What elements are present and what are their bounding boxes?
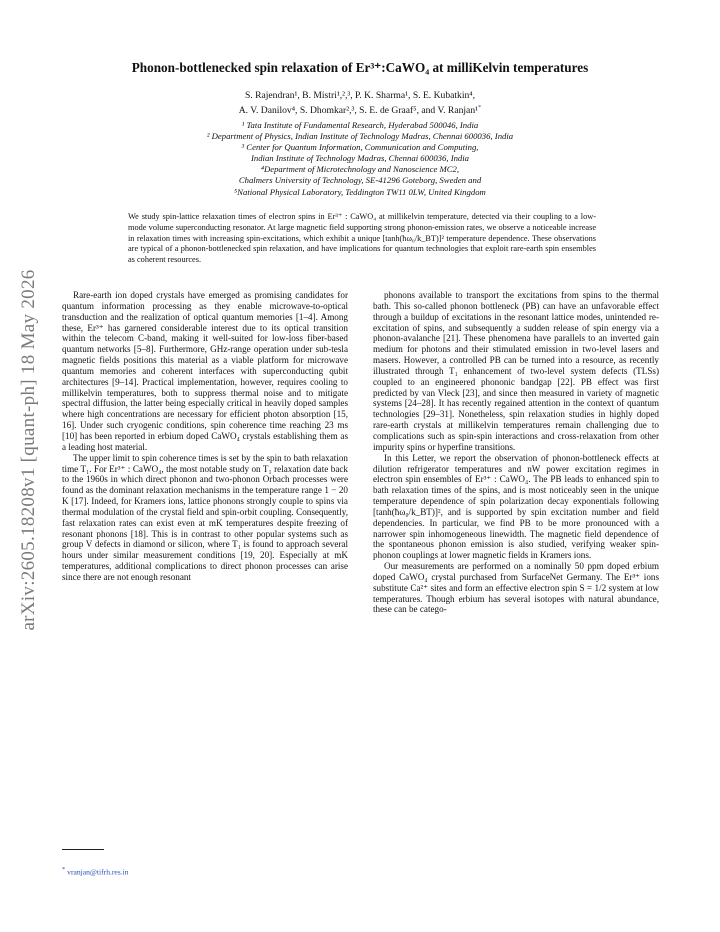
affiliation-line: ² Department of Physics, Indian Institute of Technology Madras, Chennai 600036, India [206,131,514,142]
affiliation-list [60,120,660,198]
email-link[interactable]: vranjan@tifrh.res.in [67,867,129,877]
body-paragraph: Rare-earth ion doped crystals have emerged as promising candidates for quantum information processing as they enable microwave-to-optical transduction and the realization of optical quantum memories [1–4]. Among these, Er³⁺ has garnered considerable interest due to its optical transition within the telecom C-band, making it well-suited for low-loss fiber-based quantum networks [5–8]. Furthermore, GHz-range operation under sub-tesla magnetic fields positions this material as a viable platform for microwave quantum memories and coherent interfaces with superconducting qubit architectures [9–14]. Practical implementation, however, requires cooling to millikelvin temperatures, both to suppress thermal noise and to mitigate spectral diffusion, the latter being especially critical in heavily doped samples where high concentrations are necessary for efficient photon absorption [15, 16]. Under such cryogenic conditions, spin coherence time reaching 23 ms [10] has been reported in erbium doped CaWO₄ crystals establishing them as a leading host material. [62,290,348,452]
body-paragraph: The upper limit to spin coherence times is set by the spin to bath relaxation time T₁. For Er³⁺ : CaWO₄, the most notable study on T₁ relaxation date back to the 1960s in which direct phonon and two-phonon Orbach processes were found as the dominant relaxation mechanisms in the temperature range 1 − 20 K [17]. Indeed, for Kramers ions, lattice phonons strongly couple to spins via thermal modulation of the crystal field and spin-orbit coupling. Consequently, fast relaxation rates can exist even at mK temperatures despite freezing of resonant phonons [18]. This is in contrast to other popular systems such as group V defects in diamond or silicon, where T₁ is found to approach several hours under similar measurement conditions [19, 20]. Especially at mK temperatures, additional complications to direct phonon processes can arise since there are not enough resonant [62,452,348,582]
author-line-2-text: A. V. Danilov⁴, S. Dhomkar²,³, S. E. de Graaf⁵, and V. Ranjan¹ [238,105,478,117]
footnote-mark: * [62,866,66,873]
affiliation-line: ⁵National Physical Laboratory, Teddington TW11 0LW, United Kingdom [234,186,486,197]
affiliation-line: Indian Institute of Technology Madras, Chennai 600036, India [250,153,470,164]
affiliation-line: Chalmers University of Technology, SE-41296 Goteborg, Sweden and [238,175,482,186]
body-paragraph: In this Letter, we report the observation of phonon-bottleneck effects at dilution refrigerator temperatures and nW power excitation regimes in electron spin ensembles of Er³⁺ : CaWO₄. The PB leads to enhanced spin to bath relaxation times of the spins, and is most noticeably seen in the unique temperature dependence of spin polarization decay exponentials following [tanh(ħω₀/k_BT)]², and is supported by spin excitation number and field dependencies. In particular, we find PB to be more pronounced with a narrower spin inhomogeneous linewidth. The magnetic field dependence of the spontaneous phonon emission is also studied, verifying weaker spin-phonon couplings at lower magnetic fields in Kramers ions. [373,452,659,561]
footnote-divider [62,849,104,850]
arxiv-identifier[interactable]: arXiv:2605.18208v1 [quant-ph] 18 May 2026 [18,269,39,631]
paper-title: Phonon-bottlenecked spin relaxation of Er³⁺:CaWO₄ at milliKelvin temperatures [131,60,589,75]
abstract: We study spin-lattice relaxation times of electron spins in Er³⁺ : CaWO₄ at millikelvin temperature, detected via their coupling to a low-mode volume superconducting resonator. At large magnetic field supporting strong phonon-emission rates, we observe a noticeable increase in relaxation times with increasing spin-excitations, which exhibit a unique [tanh(ħω₀/k_BT)]² temperature dependence. These observations are typical of a phonon-bottlenecked spin relaxation, and have implications for quantum technologies that exploit rare-earth spin ensembles as coherent resources. [128,212,596,265]
affiliation-line: ¹ Tata Institute of Fundamental Research, Hyderabad 500046, India [241,120,479,130]
affiliation-line: ⁴Department of Microtechnology and Nanoscience MC2, [260,164,460,175]
body-paragraph: Our measurements are performed on a nominally 50 ppm doped erbium doped CaWO₄ crystal purchased from SurfaceNet Germany. The Er³⁺ ions substitute Ca²⁺ sites and form an effective electron spin S = 1/2 system at low temperatures. Though erbium has several isotopes with natural abundance, these can be catego- [373,561,659,615]
author-line-1: S. Rajendran¹, B. Mistri¹,²,³, P. K. Sharma¹, S. E. Kubatkin⁴, [244,90,476,101]
affiliation-line: ³ Center for Quantum Information, Communication and Computing, [241,142,479,153]
author-line-2 [60,102,660,117]
footnote [62,866,129,877]
arxiv-sidebar [14,240,44,660]
right-column [373,290,659,615]
corresponding-author-mark[interactable]: * [478,104,482,111]
author-list [60,90,660,117]
body-paragraph: phonons available to transport the excitations from spins to the thermal bath. This so-called phonon bottleneck (PB) can have an unfavorable effect through a buildup of excitations in the resonant lattice modes, unintended re-excitation of spins, and subsequently a sudden release of spin energy via a phonon-avalanche [21]. These phenomena have parallels to an inverted gain medium for photons and their stimulated emission in two-level lasers and masers. However, a controlled PB can be turned into a resource, as recently illustrated through T₁ enhancement of two-level system defects (TLSs) coupled to an engineered phononic bandgap [22]. PB effect was first predicted by van Vleck [23], and since then measured in variety of magnetic systems [24–28]. It has recently regained attention in the context of quantum technologies [29–31]. Nonetheless, spin relaxation studies in highly doped rare-earth crystals at millikelvin temperatures remain challenging due to complications such as spin-spin interactions and cross-relaxation from other impurity spins or hyperfine transitions. [373,290,659,452]
left-column [62,290,348,583]
